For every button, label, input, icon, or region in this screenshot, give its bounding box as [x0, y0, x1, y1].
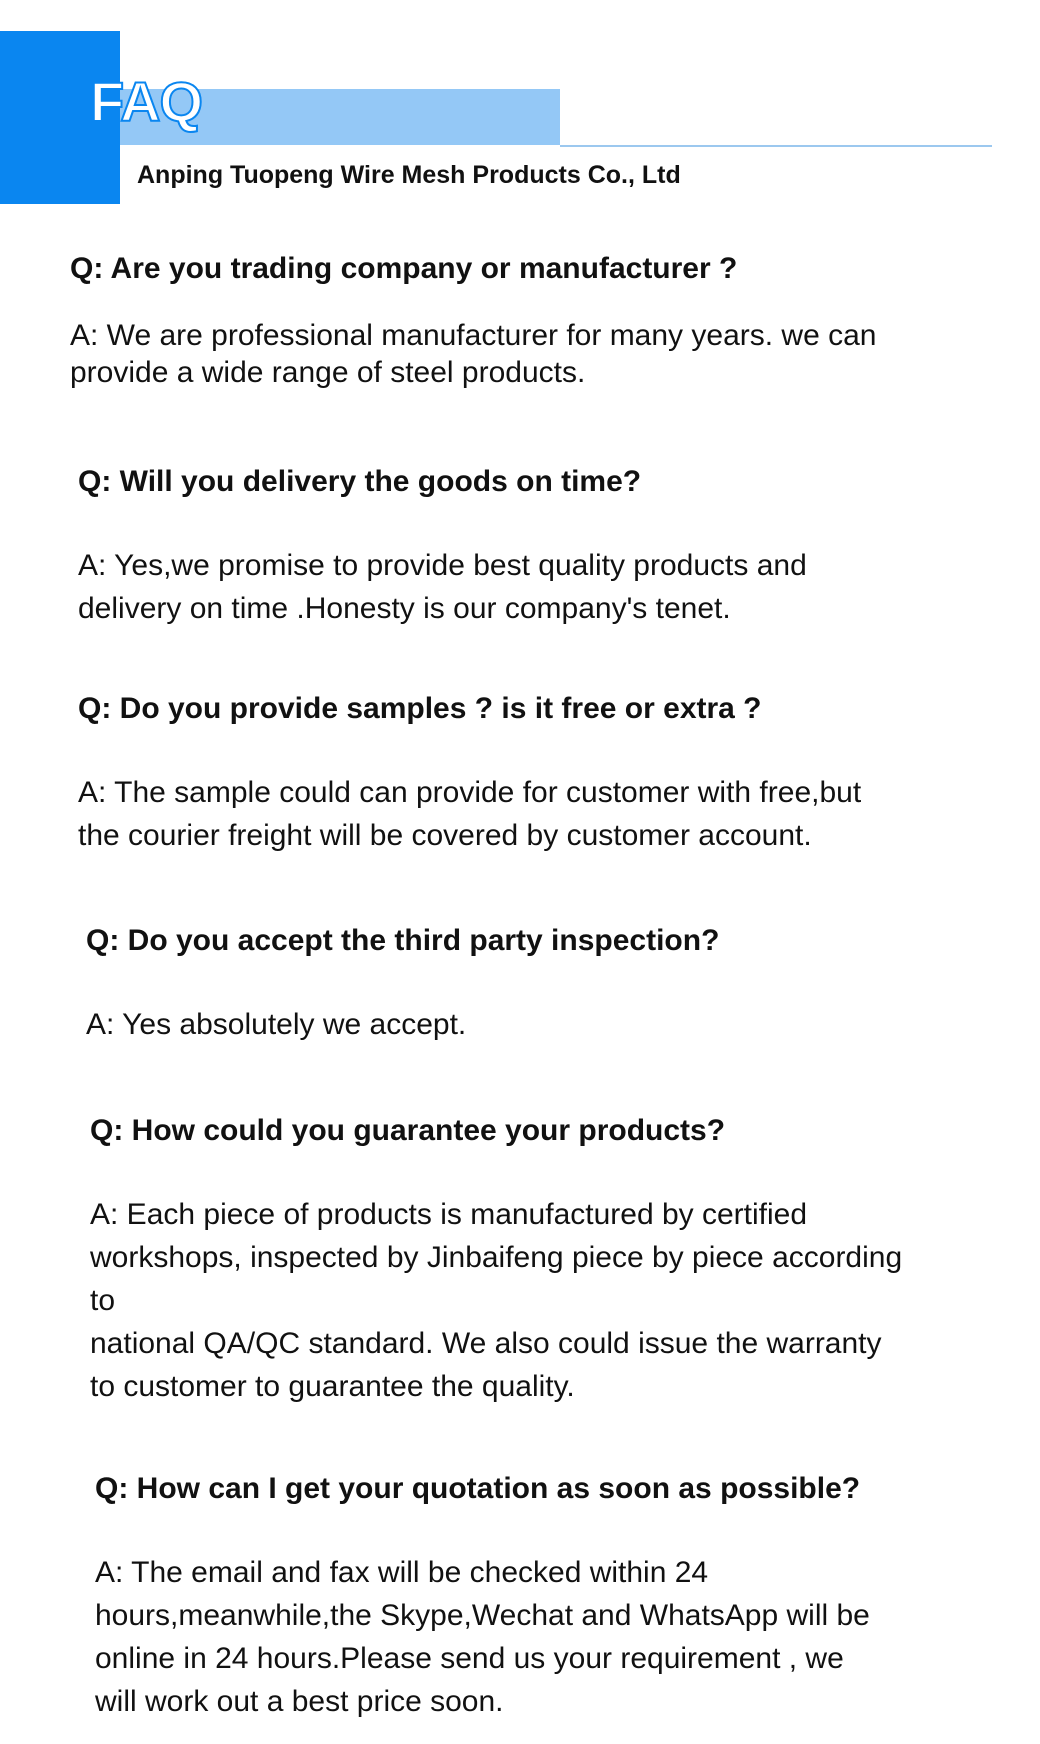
- faq-answer: A: The sample could can provide for customer with free,but the courier freight will be covered by customer account.: [78, 776, 862, 852]
- faq-answer: A: Each piece of products is manufactured by certified workshops, inspected by Jinbaifeng piece by piece according to national QA/QC standard. We also could issue the warranty to customer to guarantee the quality.: [90, 1198, 903, 1403]
- faq-question: Q: Do you accept the third party inspection?: [86, 924, 720, 957]
- faq-answer: A: Yes,we promise to provide best quality products and delivery on time .Honesty is our company's tenet.: [78, 549, 807, 625]
- faq-item-4: [86, 923, 1006, 1046]
- faq-item-3: [78, 691, 998, 857]
- faq-question: Q: Do you provide samples ? is it free or extra ?: [78, 692, 762, 725]
- faq-answer: A: Yes absolutely we accept.: [86, 1008, 467, 1041]
- company-name: Anping Tuopeng Wire Mesh Products Co., Ltd: [137, 161, 681, 189]
- faq-question: Q: How can I get your quotation as soon as possible?: [95, 1472, 861, 1505]
- faq-answer: A: We are professional manufacturer for many years. we can provide a wide range of steel products.: [70, 319, 877, 389]
- faq-header: [0, 0, 1040, 210]
- faq-question: Q: Are you trading company or manufacturer ?: [70, 252, 738, 285]
- page-title: FAQ: [90, 70, 203, 133]
- faq-item-1: [70, 251, 990, 391]
- faq-question: Q: How could you guarantee your products?: [90, 1114, 726, 1147]
- header-divider-line: [560, 145, 992, 147]
- faq-answer: A: The email and fax will be checked within 24 hours,meanwhile,the Skype,Wechat and WhatsApp will be online in 24 hours.Please send us your requirement , we will work out a best price soon.: [95, 1556, 870, 1718]
- faq-item-6: [95, 1471, 1015, 1723]
- faq-item-2: [78, 464, 998, 630]
- faq-question: Q: Will you delivery the goods on time?: [78, 465, 642, 498]
- faq-item-5: [90, 1113, 1010, 1408]
